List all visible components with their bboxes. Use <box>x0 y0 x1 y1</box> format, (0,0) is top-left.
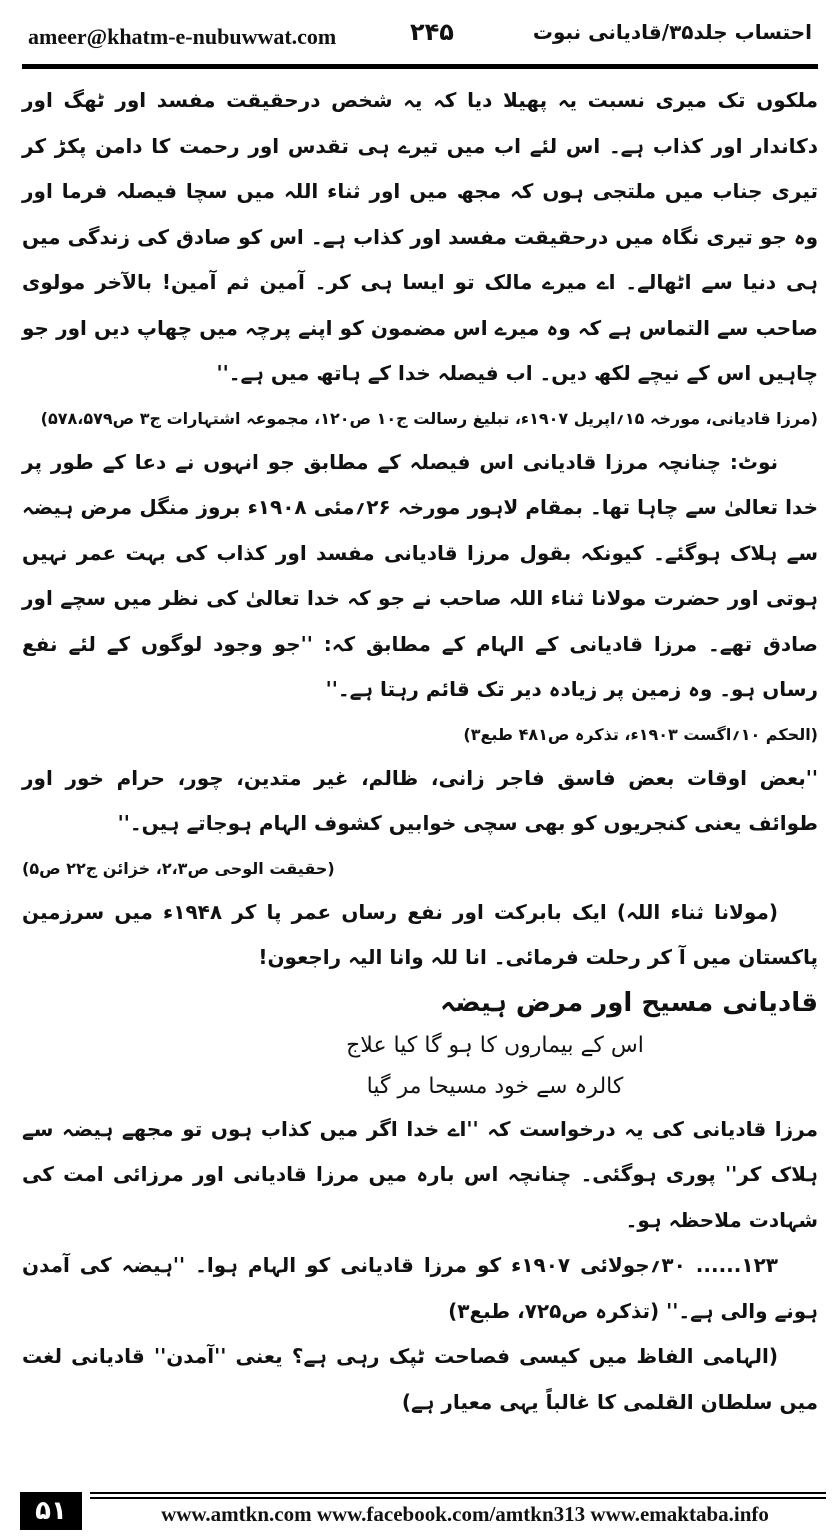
paragraph-revelation: ۱۲۳...... ۳۰؍جولائی ۱۹۰۷ء کو مرزا قادیانی کو الہام ہوا۔ ''ہیضہ کی آمدن ہونے والی ہے۔'' (تذکرہ ص۷۲۵، طبع۳) <box>22 1253 818 1323</box>
section-heading: قادیانی مسیح اور مرض ہیضہ <box>440 987 818 1018</box>
footer-rule-top <box>90 1492 826 1494</box>
page-header <box>28 18 812 54</box>
reference-2: (الحکم ۱۰؍اگست ۱۹۰۳ء، تذکرہ ص۴۸۱ طبع۳) <box>463 724 818 744</box>
reference-3: (حقیقت الوحی ص۲،۳، خزائن ج۲۲ ص۵) <box>22 858 335 878</box>
paragraph-request: مرزا قادیانی کی یہ درخواست کہ ''اے خدا اگر میں کذاب ہوں تو مجھے ہیضہ سے ہلاک کر'' پوری ہوگئی۔ چنانچہ اس بارہ میں مرزا قادیانی اور مرزائی امت کی شہادت ملاحظہ ہو۔ <box>22 1116 818 1232</box>
page-footer <box>14 1492 826 1532</box>
paragraph-prayer: ملکوں تک میری نسبت یہ پھیلا دیا کہ یہ شخص درحقیقت مفسد اور ٹھگ اور دکاندار اور کذاب ہے۔ اس لئے اب میں تیرے ہی تقدس اور رحمت کا دامن پکڑ کر تیری جناب میں ملتجی ہوں کہ مجھ میں اور ثناء اللہ میں سچا فیصلہ فرما اور وہ جو تیری نگاہ میں درحقیقت مفسد اور کذاب ہے۔ اس کو صادق کی زندگی میں ہی دنیا سے اٹھالے۔ اے میرے مالک تو ایسا ہی کر۔ آمین ثم آمین! بالآخر مولوی صاحب سے التماس ہے کہ وہ میرے اس مضمون کو اپنے پرچہ میں چھاپ دیں اور جو چاہیں اس کے نیچے لکھ دیں۔ اب فیصلہ خدا کے ہاتھ میں ہے۔'' <box>22 88 818 385</box>
header-rule <box>22 64 818 69</box>
reference-1: (مرزا قادیانی، مورخہ ۱۵؍اپریل ۱۹۰۷ء، تبلیغ رسالت ج۱۰ ص۱۲۰، مجموعہ اشتہارات ج۳ ص۵۷۸،۵۷۹) <box>40 408 818 428</box>
footer-page-number: ۵۱ <box>20 1492 82 1530</box>
header-book-title: احتساب جلد۳۵/قادیانی نبوت <box>532 20 812 44</box>
footer-rule-bottom <box>90 1497 826 1499</box>
verse-line-2: کالرہ سے خود مسیحا مر گیا <box>366 1073 624 1099</box>
header-email: ameer@khatm-e-nubuwwat.com <box>28 24 337 49</box>
paragraph-note: نوٹ: چنانچہ مرزا قادیانی اس فیصلہ کے مطابق جو انہوں نے دعا کے طور پر خدا تعالیٰ سے چاہا تھا۔ بمقام لاہور مورخہ ۲۶؍مئی ۱۹۰۸ء بروز منگل مرض ہیضہ سے ہلاک ہوگئے۔ کیونکہ بقول مرزا قادیانی مفسد اور کذاب کی بہت عمر نہیں ہوتی اور حضرت مولانا ثناء اللہ صاحب نے جو کہ خدا تعالیٰ کی نظر میں سچے اور صادق تھے۔ مرزا قادیانی کے الہام کے مطابق کہ: ''جو وجود لوگوں کے لئے نفع رساں ہو۔ وہ زمین پر زیادہ دیر تک قائم رہتا ہے۔'' <box>22 449 818 701</box>
footer-links: www.amtkn.com www.facebook.com/amtkn313 www.emaktaba.info <box>161 1502 769 1526</box>
verse-line-1: اس کے بیماروں کا ہو گا کیا علاج <box>346 1032 644 1058</box>
page-body <box>22 78 818 1425</box>
header-page-number: ۲۴۵ <box>410 18 454 46</box>
paragraph-commentary: (الہامی الفاظ میں کیسی فصاحت ٹپک رہی ہے؟ یعنی ''آمدن'' قادیانی لغت میں سلطان القلمی کا غالباً یہی معیار ہے) <box>22 1344 818 1414</box>
paragraph-maulana: (مولانا ثناء اللہ) ایک بابرکت اور نفع رساں عمر پا کر ۱۹۴۸ء میں سرزمین پاکستان میں آ کر رحلت فرمائی۔ انا للہ وانا الیہ راجعون! <box>22 899 818 969</box>
quote-dreams: ''بعض اوقات بعض فاسق فاجر زانی، ظالم، غیر متدین، چور، حرام خور اور طوائف یعنی کنجریوں کو بھی سچی خوابیں کشوف الہام ہوجاتے ہیں۔'' <box>22 765 818 835</box>
